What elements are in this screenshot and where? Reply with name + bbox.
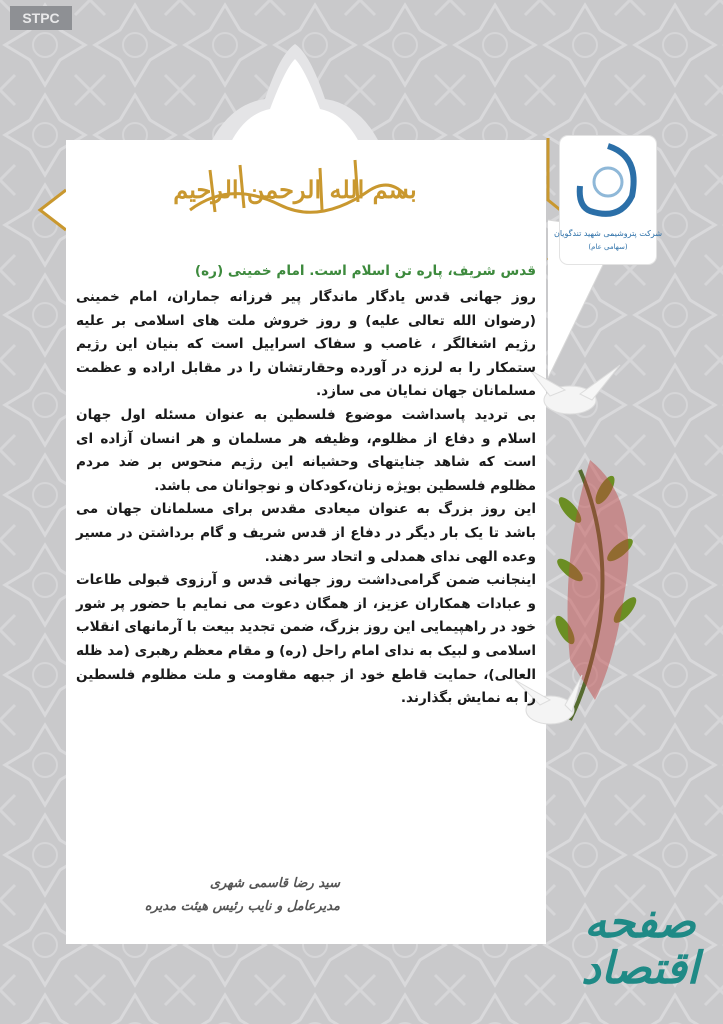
basmala-calligraphy bbox=[170, 150, 420, 230]
signature-block bbox=[144, 872, 340, 918]
ornament-arch bbox=[210, 44, 380, 144]
logo-line2: (سهامی عام) bbox=[588, 243, 628, 251]
company-logo bbox=[553, 136, 663, 264]
watermark-logo: صفحه اقتصاد bbox=[581, 897, 699, 994]
basmala-text: بسم الله الرحمن الرحیم bbox=[173, 175, 417, 204]
paragraph-2: بی تردید پاسداشت موضوع فلسطین به عنوان مسئله اول جهان اسلام و دفاع از مظلوم، وظیفه هر مسلمان و هر انسان آزاده ای است که شاهد جنایتهای وحشیانه این رژیم منحوس بر ضد مردم مظلوم فلسطین بویژه زنان،کودکان و نوجوانان می باشد. bbox=[76, 406, 536, 494]
headline-quote: قدس شریف، پاره تن اسلام است. امام خمینی (ره) bbox=[194, 263, 536, 279]
paragraph-1: روز جهانی قدس یادگار ماندگار پیر فرزانه جماران، امام خمینی (رضوان الله تعالی علیه) و روز خروش ملت های اسلامی بر علیه رژیم اشغالگر ، غاصب و سفاک اسراییل است که بنیان این رژیم ستمکار را به لرزه در آورده وحقارتشان را در مقابل اراده و عظمت مسلمانان جهان نمایان می سازد. bbox=[76, 289, 536, 400]
dove-icon bbox=[530, 365, 620, 414]
brand-tag: STPC bbox=[10, 6, 72, 30]
signature-name: سید رضا قاسمی شهری bbox=[209, 876, 340, 891]
logo-line1: شرکت پتروشیمی شهید تندگویان bbox=[553, 229, 663, 238]
signature-title: مدیرعامل و نایب رئیس هیئت مدیره bbox=[144, 899, 340, 914]
paragraph-4: اینجانب ضمن گرامی‌داشت روز جهانی قدس و آرزوی قبولی طاعات و عبادات همکاران عزیز، از همگان دعوت می نمایم با حضور پر شور خود در راهپیمایی این روز بزرگ، ضمن تجدید بیعت با آرمانهای انقلاب اسلامی و لبیک به ندای امام راحل (ره) و مقام معظم رهبری (مد ظله العالی)، حمایت قاطع خود از جبهه مقاومت و ملت مظلوم فلسطین را به نمایش بگذارند. bbox=[76, 572, 536, 707]
letter-body bbox=[76, 258, 536, 711]
paragraph-3: این روز بزرگ به عنوان میعادی مقدس برای مسلمانان جهان می باشد تا یک بار دیگر در دفاع از قدس شریف و گام برداشتن در مسیر وعده الهی ندای همدلی و اتحاد سر دهند. bbox=[76, 501, 536, 565]
